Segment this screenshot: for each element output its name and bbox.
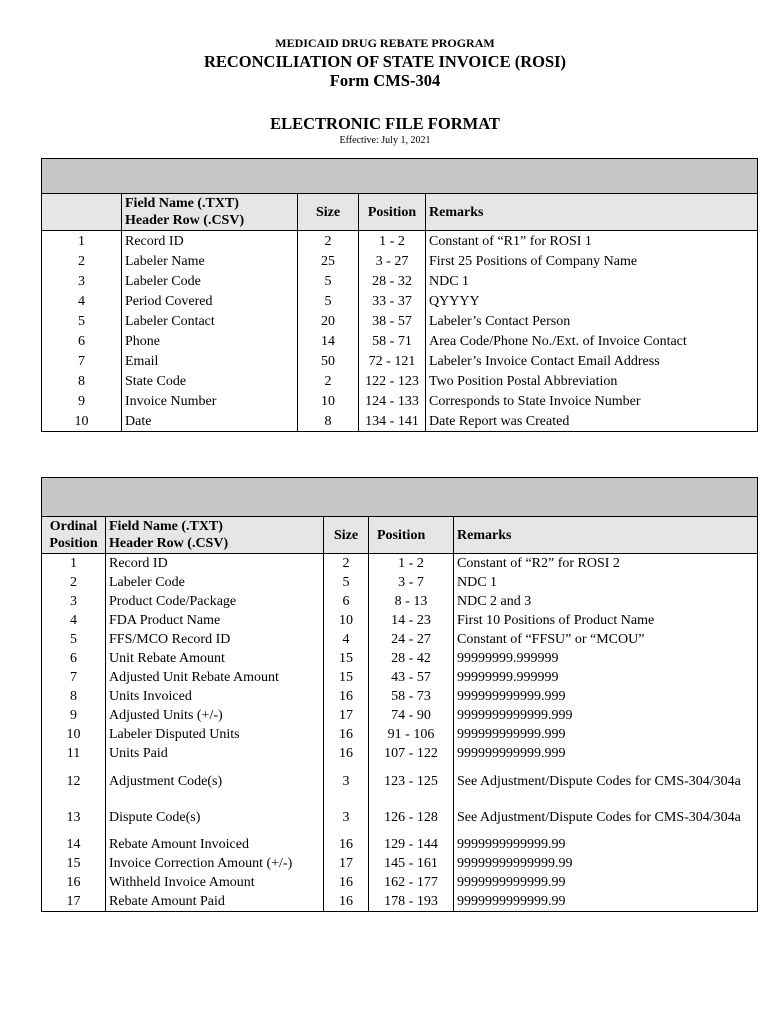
field-name-cell: Adjusted Units (+/-) — [106, 706, 324, 725]
table-row — [42, 799, 758, 835]
effective-date: Effective: July 1, 2021 — [339, 135, 431, 146]
field-name-cell: State Code — [122, 371, 298, 391]
size-cell: 3 — [324, 799, 369, 835]
ordinal-cell: 1 — [42, 554, 106, 574]
col-remarks: Remarks — [454, 517, 758, 554]
size-cell: 10 — [324, 611, 369, 630]
table-row — [42, 573, 758, 592]
rosi2-table — [41, 477, 758, 912]
field-name-cell: Labeler Disputed Units — [106, 725, 324, 744]
position-cell: 74 - 90 — [369, 706, 454, 725]
position-cell: 162 - 177 — [369, 873, 454, 892]
col-remarks: Remarks — [426, 194, 758, 231]
remarks-cell: 9999999999999.99 — [454, 892, 758, 912]
field-name-cell: Labeler Contact — [122, 311, 298, 331]
ordinal-cell: 12 — [42, 763, 106, 799]
size-cell: 5 — [324, 573, 369, 592]
remarks-cell: Two Position Postal Abbreviation — [426, 371, 758, 391]
size-cell: 16 — [324, 873, 369, 892]
table-row — [42, 835, 758, 854]
remarks-cell: 9999999999999.99 — [454, 873, 758, 892]
ordinal-cell: 13 — [42, 799, 106, 835]
column-header-row — [42, 517, 758, 554]
position-cell: 126 - 128 — [369, 799, 454, 835]
col-position: Position — [359, 194, 426, 231]
col-size: Size — [298, 194, 359, 231]
ordinal-cell: 3 — [42, 592, 106, 611]
table-row — [42, 706, 758, 725]
size-cell: 16 — [324, 744, 369, 763]
remarks-cell: Constant of “R2” for ROSI 2 — [454, 554, 758, 574]
position-cell: 8 - 13 — [369, 592, 454, 611]
col-field-name-line1: Field Name (.TXT) — [109, 519, 223, 534]
ordinal-cell: 10 — [42, 725, 106, 744]
field-name-cell: Unit Rebate Amount — [106, 649, 324, 668]
size-cell: 17 — [324, 854, 369, 873]
field-name-cell: Phone — [122, 331, 298, 351]
field-name-cell: Rebate Amount Invoiced — [106, 835, 324, 854]
col-size: Size — [324, 517, 369, 554]
position-cell: 91 - 106 — [369, 725, 454, 744]
ordinal-cell: 10 — [42, 411, 122, 432]
col-field-name-line2: Header Row (.CSV) — [109, 536, 229, 551]
position-cell: 1 - 2 — [359, 231, 426, 252]
table-row — [42, 592, 758, 611]
position-cell: 14 - 23 — [369, 611, 454, 630]
ordinal-cell: 7 — [42, 351, 122, 371]
position-cell: 124 - 133 — [359, 391, 426, 411]
field-name-cell: Date — [122, 411, 298, 432]
field-name-cell: Units Paid — [106, 744, 324, 763]
col-ordinal — [42, 194, 122, 231]
ordinal-cell: 15 — [42, 854, 106, 873]
remarks-cell: 9999999999999.99 — [454, 835, 758, 854]
col-ordinal-line2: Position — [49, 536, 98, 551]
table-row — [42, 668, 758, 687]
ordinal-cell: 2 — [42, 251, 122, 271]
field-name-cell: Units Invoiced — [106, 687, 324, 706]
ordinal-cell: 4 — [42, 291, 122, 311]
table-band — [42, 478, 758, 517]
col-field-name — [106, 517, 324, 554]
remarks-cell: See Adjustment/Dispute Codes for CMS-304/304a — [454, 763, 758, 799]
field-name-cell: Rebate Amount Paid — [106, 892, 324, 912]
remarks-cell: See Adjustment/Dispute Codes for CMS-304/304a — [454, 799, 758, 835]
remarks-cell: Labeler’s Invoice Contact Email Address — [426, 351, 758, 371]
ordinal-cell: 4 — [42, 611, 106, 630]
table-row — [42, 231, 758, 252]
ordinal-cell: 8 — [42, 687, 106, 706]
program-name: MEDICAID DRUG REBATE PROGRAM — [275, 36, 495, 50]
field-name-cell: FFS/MCO Record ID — [106, 630, 324, 649]
ordinal-cell: 2 — [42, 573, 106, 592]
document-title: RECONCILIATION OF STATE INVOICE (ROSI) — [203, 52, 567, 71]
remarks-cell: 999999999999.999 — [454, 725, 758, 744]
table-row — [42, 854, 758, 873]
remarks-cell: Area Code/Phone No./Ext. of Invoice Contact — [426, 331, 758, 351]
remarks-cell: NDC 1 — [454, 573, 758, 592]
col-position: Position — [369, 517, 454, 554]
position-cell: 3 - 7 — [369, 573, 454, 592]
ordinal-cell: 5 — [42, 311, 122, 331]
position-cell: 33 - 37 — [359, 291, 426, 311]
position-cell: 24 - 27 — [369, 630, 454, 649]
field-name-cell: Labeler Name — [122, 251, 298, 271]
field-name-cell: Invoice Correction Amount (+/-) — [106, 854, 324, 873]
col-ordinal-line1: Ordinal — [49, 519, 98, 534]
remarks-cell: Constant of “FFSU” or “MCOU” — [454, 630, 758, 649]
ordinal-cell: 7 — [42, 668, 106, 687]
size-cell: 20 — [298, 311, 359, 331]
rosi2-table-body — [42, 554, 758, 912]
size-cell: 14 — [298, 331, 359, 351]
position-cell: 72 - 121 — [359, 351, 426, 371]
position-cell: 178 - 193 — [369, 892, 454, 912]
field-name-cell: Dispute Code(s) — [106, 799, 324, 835]
field-name-cell: Labeler Code — [106, 573, 324, 592]
remarks-cell: First 10 Positions of Product Name — [454, 611, 758, 630]
table-row — [42, 351, 758, 371]
size-cell: 2 — [324, 554, 369, 574]
col-field-name-line1: Field Name (.TXT) — [125, 196, 239, 211]
rosi1-table-body — [42, 231, 758, 432]
col-field-name — [122, 194, 298, 231]
table-row — [42, 611, 758, 630]
field-name-cell: Period Covered — [122, 291, 298, 311]
remarks-cell: 999999999999.999 — [454, 744, 758, 763]
size-cell: 15 — [324, 649, 369, 668]
ordinal-cell: 1 — [42, 231, 122, 252]
field-name-cell: Adjusted Unit Rebate Amount — [106, 668, 324, 687]
size-cell: 2 — [298, 371, 359, 391]
col-field-name-line2: Header Row (.CSV) — [125, 213, 245, 228]
table-row — [42, 892, 758, 912]
size-cell: 6 — [324, 592, 369, 611]
field-name-cell: Email — [122, 351, 298, 371]
table-row — [42, 554, 758, 574]
position-cell: 58 - 71 — [359, 331, 426, 351]
remarks-cell: First 25 Positions of Company Name — [426, 251, 758, 271]
remarks-cell: Date Report was Created — [426, 411, 758, 432]
col-ordinal — [42, 517, 106, 554]
field-name-cell: Adjustment Code(s) — [106, 763, 324, 799]
size-cell: 25 — [298, 251, 359, 271]
table-row — [42, 411, 758, 432]
size-cell: 16 — [324, 687, 369, 706]
table-row — [42, 291, 758, 311]
size-cell: 17 — [324, 706, 369, 725]
field-name-cell: Invoice Number — [122, 391, 298, 411]
table-row — [42, 763, 758, 799]
ordinal-cell: 14 — [42, 835, 106, 854]
section-title: ELECTRONIC FILE FORMAT — [270, 114, 500, 133]
size-cell: 10 — [298, 391, 359, 411]
field-name-cell: Record ID — [106, 554, 324, 574]
table-row — [42, 331, 758, 351]
ordinal-cell: 11 — [42, 744, 106, 763]
remarks-cell: 99999999.999999 — [454, 668, 758, 687]
field-name-cell: Record ID — [122, 231, 298, 252]
size-cell: 16 — [324, 892, 369, 912]
size-cell: 2 — [298, 231, 359, 252]
position-cell: 28 - 42 — [369, 649, 454, 668]
remarks-cell: Labeler’s Contact Person — [426, 311, 758, 331]
remarks-cell: 99999999.999999 — [454, 649, 758, 668]
size-cell: 16 — [324, 725, 369, 744]
remarks-cell: NDC 1 — [426, 271, 758, 291]
column-header-row — [42, 194, 758, 231]
size-cell: 5 — [298, 291, 359, 311]
remarks-cell: 99999999999999.99 — [454, 854, 758, 873]
size-cell: 3 — [324, 763, 369, 799]
position-cell: 123 - 125 — [369, 763, 454, 799]
remarks-cell: 999999999999.999 — [454, 687, 758, 706]
position-cell: 3 - 27 — [359, 251, 426, 271]
position-cell: 129 - 144 — [369, 835, 454, 854]
remarks-cell: NDC 2 and 3 — [454, 592, 758, 611]
size-cell: 50 — [298, 351, 359, 371]
ordinal-cell: 16 — [42, 873, 106, 892]
ordinal-cell: 6 — [42, 331, 122, 351]
table-row — [42, 630, 758, 649]
position-cell: 38 - 57 — [359, 311, 426, 331]
size-cell: 15 — [324, 668, 369, 687]
position-cell: 58 - 73 — [369, 687, 454, 706]
table-row — [42, 271, 758, 291]
position-cell: 28 - 32 — [359, 271, 426, 291]
ordinal-cell: 9 — [42, 391, 122, 411]
size-cell: 4 — [324, 630, 369, 649]
remarks-cell: 9999999999999.999 — [454, 706, 758, 725]
position-cell: 145 - 161 — [369, 854, 454, 873]
ordinal-cell: 8 — [42, 371, 122, 391]
table-row — [42, 311, 758, 331]
table-row — [42, 687, 758, 706]
size-cell: 8 — [298, 411, 359, 432]
remarks-cell: Constant of “R1” for ROSI 1 — [426, 231, 758, 252]
position-cell: 1 - 2 — [369, 554, 454, 574]
table-row — [42, 251, 758, 271]
field-name-cell: Labeler Code — [122, 271, 298, 291]
remarks-cell: QYYYY — [426, 291, 758, 311]
position-cell: 122 - 123 — [359, 371, 426, 391]
size-cell: 5 — [298, 271, 359, 291]
table-row — [42, 725, 758, 744]
ordinal-cell: 3 — [42, 271, 122, 291]
ordinal-cell: 9 — [42, 706, 106, 725]
table-row — [42, 391, 758, 411]
ordinal-cell: 6 — [42, 649, 106, 668]
table-row — [42, 873, 758, 892]
table-row — [42, 649, 758, 668]
position-cell: 134 - 141 — [359, 411, 426, 432]
form-number: Form CMS-304 — [329, 71, 441, 90]
table-band — [42, 159, 758, 194]
ordinal-cell: 17 — [42, 892, 106, 912]
rosi1-table — [41, 158, 758, 432]
field-name-cell: Product Code/Package — [106, 592, 324, 611]
remarks-cell: Corresponds to State Invoice Number — [426, 391, 758, 411]
size-cell: 16 — [324, 835, 369, 854]
table-row — [42, 744, 758, 763]
field-name-cell: Withheld Invoice Amount — [106, 873, 324, 892]
position-cell: 107 - 122 — [369, 744, 454, 763]
position-cell: 43 - 57 — [369, 668, 454, 687]
field-name-cell: FDA Product Name — [106, 611, 324, 630]
table-row — [42, 371, 758, 391]
ordinal-cell: 5 — [42, 630, 106, 649]
